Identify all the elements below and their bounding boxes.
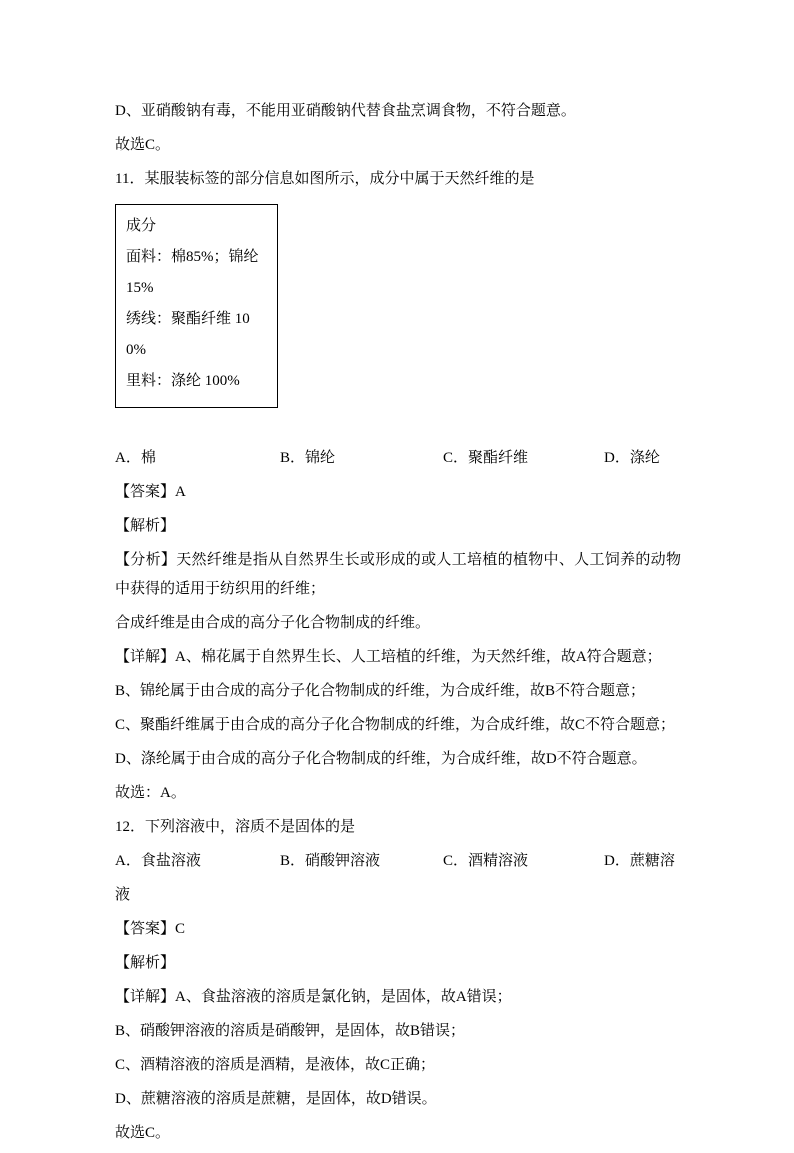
- q12-answer: 【答案】C: [115, 921, 186, 937]
- q12-option-b: B．硝酸钾溶液: [280, 853, 381, 869]
- q12-option-d: D．蔗糖溶: [604, 853, 675, 869]
- q11-detail-a: 【详解】A、棉花属于自然界生长、人工培植的纤维，为天然纤维，故A符合题意；: [115, 649, 662, 665]
- q11-analysis-header: 【解析】: [115, 518, 176, 534]
- clothing-label-box: [115, 204, 278, 408]
- label-box-title: 成分: [126, 218, 157, 234]
- prev-conclusion: 故选C。: [115, 137, 171, 153]
- q11-stem: 11．某服装标签的部分信息如图所示，成分中属于天然纤维的是: [115, 171, 535, 187]
- q11-option-b: B．锦纶: [280, 450, 336, 466]
- q12-detail-a: 【详解】A、食盐溶液的溶质是氯化钠，是固体，故A错误；: [115, 989, 512, 1005]
- q11-analysis-p1: 【分析】天然纤维是指从自然界生长或形成的或人工培植的植物中、人工饲养的动物中获得的适用于纺织用的纤维；: [115, 552, 681, 597]
- q12-option-d-wrap: 液: [115, 887, 131, 903]
- q11-option-c: C．聚酯纤维: [443, 450, 529, 466]
- label-box-fabric: 面料：棉85%；锦纶 15%: [126, 249, 259, 296]
- q11-options-row: [115, 444, 681, 473]
- q12-detail-b: B、硝酸钾溶液的溶质是硝酸钾，是固体，故B错误；: [115, 1023, 466, 1039]
- q12-detail-d: D、蔗糖溶液的溶质是蔗糖，是固体，故D错误。: [115, 1091, 437, 1107]
- label-box-embroidery: 绣线：聚酯纤维 100%: [126, 311, 250, 358]
- document-page: [115, 97, 681, 1153]
- q11-option-a: A．棉: [115, 450, 156, 466]
- q11-detail-b: B、锦纶属于由合成的高分子化合物制成的纤维，为合成纤维，故B不符合题意；: [115, 683, 646, 699]
- q12-stem: 12．下列溶液中，溶质不是固体的是: [115, 819, 356, 835]
- q11-analysis-p2: 合成纤维是由合成的高分子化合物制成的纤维。: [115, 615, 431, 631]
- q12-option-c: C．酒精溶液: [443, 853, 529, 869]
- q11-conclusion: 故选：A。: [115, 785, 186, 801]
- q11-detail-d: D、涤纶属于由合成的高分子化合物制成的纤维，为合成纤维，故D不符合题意。: [115, 751, 647, 767]
- q12-option-a: A．食盐溶液: [115, 853, 201, 869]
- label-box-lining: 里料：涤纶 100%: [126, 373, 240, 389]
- q11-option-d: D．涤纶: [604, 450, 660, 466]
- q12-conclusion: 故选C。: [115, 1125, 171, 1141]
- prev-detail-d: D、亚硝酸钠有毒，不能用亚硝酸钠代替食盐烹调食物，不符合题意。: [115, 103, 576, 119]
- q12-options-row: [115, 847, 681, 876]
- q12-analysis-header: 【解析】: [115, 955, 176, 971]
- q11-detail-c: C、聚酯纤维属于由合成的高分子化合物制成的纤维，为合成纤维，故C不符合题意；: [115, 717, 676, 733]
- q11-answer: 【答案】A: [115, 484, 186, 500]
- q12-detail-c: C、酒精溶液的溶质是酒精，是液体，故C正确；: [115, 1057, 436, 1073]
